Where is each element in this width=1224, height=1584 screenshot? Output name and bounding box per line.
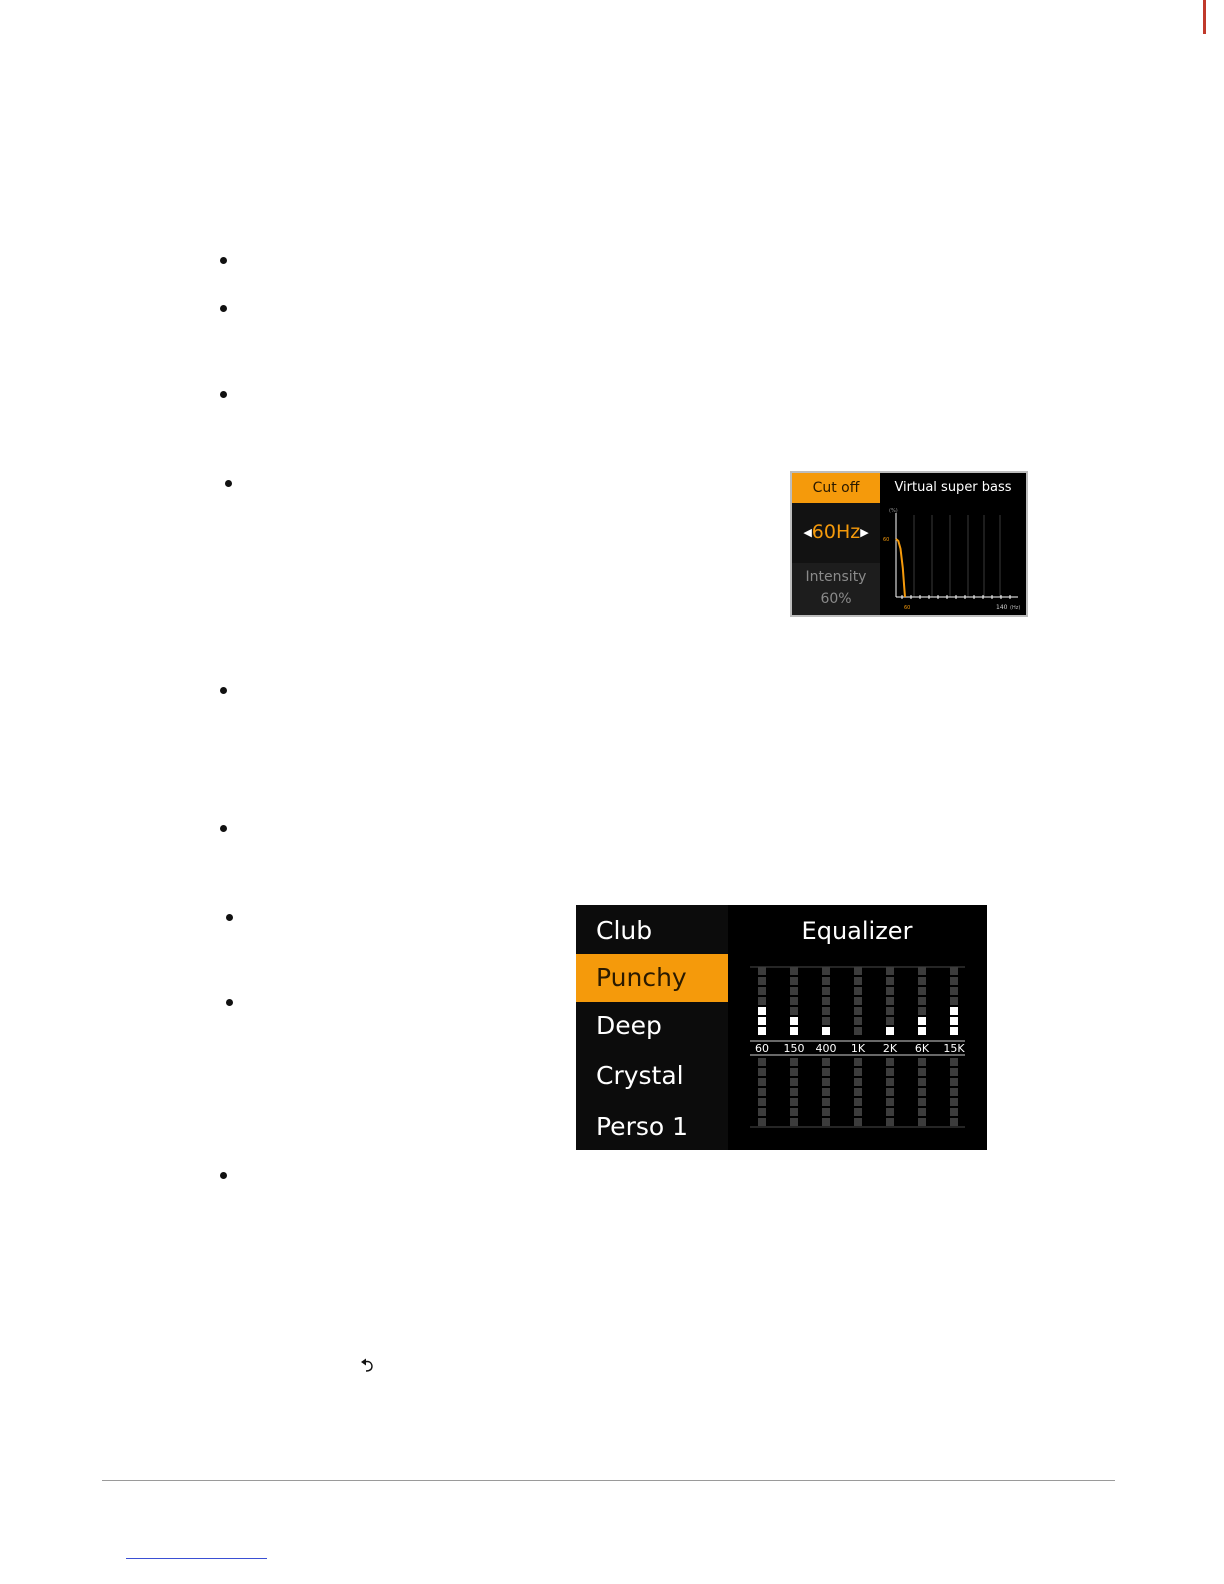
eq-level-off [918,987,926,995]
eq-level-off [950,967,958,975]
y-tick-label: 60 [883,537,890,543]
eq-level-off [822,1078,830,1086]
preset-item[interactable]: Club [596,916,653,945]
eq-band-label: 150 [783,1042,805,1055]
eq-level-off [886,1118,894,1126]
eq-level-off [758,987,766,995]
eq-level-off [854,1058,862,1066]
eq-level-off [854,1118,862,1126]
eq-level-off [950,1098,958,1106]
eq-level-off [790,1098,798,1106]
eq-level-off [822,997,830,1005]
arrow-right-icon[interactable]: ▶ [860,526,869,539]
eq-level-off [854,1027,862,1035]
x-tick-label: 60 [904,605,911,611]
eq-level-off [854,1108,862,1116]
eq-level-off [758,1078,766,1086]
eq-level-off [918,1108,926,1116]
eq-level-off [950,1078,958,1086]
eq-level-off [790,967,798,975]
eq-level-off [822,1007,830,1015]
eq-level-off [790,1068,798,1076]
eq-level-off [822,1068,830,1076]
eq-level-off [822,977,830,985]
bullet [220,257,227,264]
eq-band-label: 60 [755,1042,769,1055]
eq-level-off [886,977,894,985]
eq-level-off [854,1098,862,1106]
eq-level-off [918,1058,926,1066]
eq-level-off [886,1007,894,1015]
eq-level-off [918,1068,926,1076]
eq-band-label: 1K [850,1042,866,1055]
eq-band-label: 15K [943,1042,965,1055]
eq-level-off [822,987,830,995]
eq-level-off [950,1068,958,1076]
preset-item[interactable]: Punchy [576,954,728,1002]
eq-level-off [854,1088,862,1096]
eq-level-off [758,1068,766,1076]
bullet [226,999,233,1006]
bullet [225,480,232,487]
eq-level-off [918,1088,926,1096]
eq-level-off [854,987,862,995]
preset-item[interactable]: Crystal [596,1061,684,1090]
eq-level-off [854,967,862,975]
eq-level-off [758,1088,766,1096]
eq-level-off [886,1068,894,1076]
eq-level-on [758,1017,766,1025]
x-axis-unit: (Hz) [1010,605,1021,611]
eq-level-off [822,1098,830,1106]
eq-level-off [822,1108,830,1116]
eq-level-off [886,987,894,995]
equalizer-chart [576,905,987,1150]
eq-level-off [854,1078,862,1086]
tab-cutoff[interactable]: Cut off [792,473,880,503]
eq-level-off [854,1017,862,1025]
crop-mark [1203,0,1206,34]
panel-title: Virtual super bass [894,480,1012,495]
eq-level-off [790,1058,798,1066]
eq-level-off [822,1118,830,1126]
eq-level-off [886,1078,894,1086]
eq-level-off [918,967,926,975]
eq-level-off [918,1098,926,1106]
eq-band-label: 2K [882,1042,898,1055]
eq-level-off [854,1007,862,1015]
bullet [220,391,227,398]
eq-level-on [950,1027,958,1035]
virtual-super-bass-panel [790,471,1028,617]
eq-level-off [790,1088,798,1096]
eq-level-off [886,1098,894,1106]
eq-level-off [950,1118,958,1126]
eq-level-off [886,1058,894,1066]
eq-level-off [790,997,798,1005]
arrow-left-icon[interactable]: ◀ [803,526,812,539]
eq-level-off [918,977,926,985]
eq-level-on [758,1007,766,1015]
eq-level-off [918,1007,926,1015]
eq-level-off [790,1007,798,1015]
eq-level-on [886,1027,894,1035]
frequency-selector[interactable] [792,517,880,547]
eq-level-on [918,1017,926,1025]
frequency-value: 60Hz [811,521,861,543]
eq-level-off [790,1108,798,1116]
eq-level-off [790,1118,798,1126]
eq-level-off [950,997,958,1005]
eq-band-label: 400 [815,1042,837,1055]
eq-level-off [822,1088,830,1096]
footer-rule [102,1480,1115,1481]
cutoff-curve [896,539,905,597]
eq-level-off [758,1118,766,1126]
bullet [220,825,227,832]
eq-level-on [758,1027,766,1035]
eq-level-off [758,1108,766,1116]
eq-level-on [790,1017,798,1025]
eq-level-off [854,977,862,985]
intensity-label: Intensity [805,569,867,585]
eq-level-off [758,967,766,975]
eq-level-on [950,1007,958,1015]
eq-level-off [918,1118,926,1126]
equalizer-panel [576,905,987,1150]
eq-level-off [950,987,958,995]
eq-level-off [822,967,830,975]
eq-level-off [854,997,862,1005]
preset-item[interactable]: Perso 1 [596,1112,689,1141]
eq-level-off [822,1017,830,1025]
eq-level-off [886,1088,894,1096]
eq-level-off [886,1017,894,1025]
eq-level-off [790,977,798,985]
eq-level-off [950,1088,958,1096]
eq-level-on [790,1027,798,1035]
bullet [220,1172,227,1179]
footer-link-underline[interactable] [126,1558,267,1559]
eq-level-off [758,997,766,1005]
x-tick-label: 140 [996,604,1008,611]
back-icon [360,1356,376,1374]
bullet [226,914,233,921]
eq-level-off [758,1058,766,1066]
y-axis-label: (%) [889,508,898,514]
eq-level-off [822,1058,830,1066]
eq-level-on [822,1027,830,1035]
eq-level-off [758,1098,766,1106]
eq-level-off [918,997,926,1005]
eq-level-on [950,1017,958,1025]
eq-level-off [950,1058,958,1066]
eq-level-off [790,987,798,995]
preset-item[interactable]: Deep [596,1011,662,1040]
eq-level-off [758,977,766,985]
eq-level-off [886,1108,894,1116]
eq-level-off [886,967,894,975]
eq-level-off [790,1078,798,1086]
bullet [220,687,227,694]
eq-level-off [854,1068,862,1076]
eq-band-label: 6K [914,1042,930,1055]
bullet [220,305,227,312]
equalizer-title: Equalizer [801,917,913,945]
eq-level-off [918,1078,926,1086]
cutoff-curve-chart [880,503,1026,615]
eq-level-off [950,1108,958,1116]
eq-level-on [918,1027,926,1035]
eq-level-off [886,997,894,1005]
eq-level-off [950,977,958,985]
intensity-value: 60% [820,591,852,607]
